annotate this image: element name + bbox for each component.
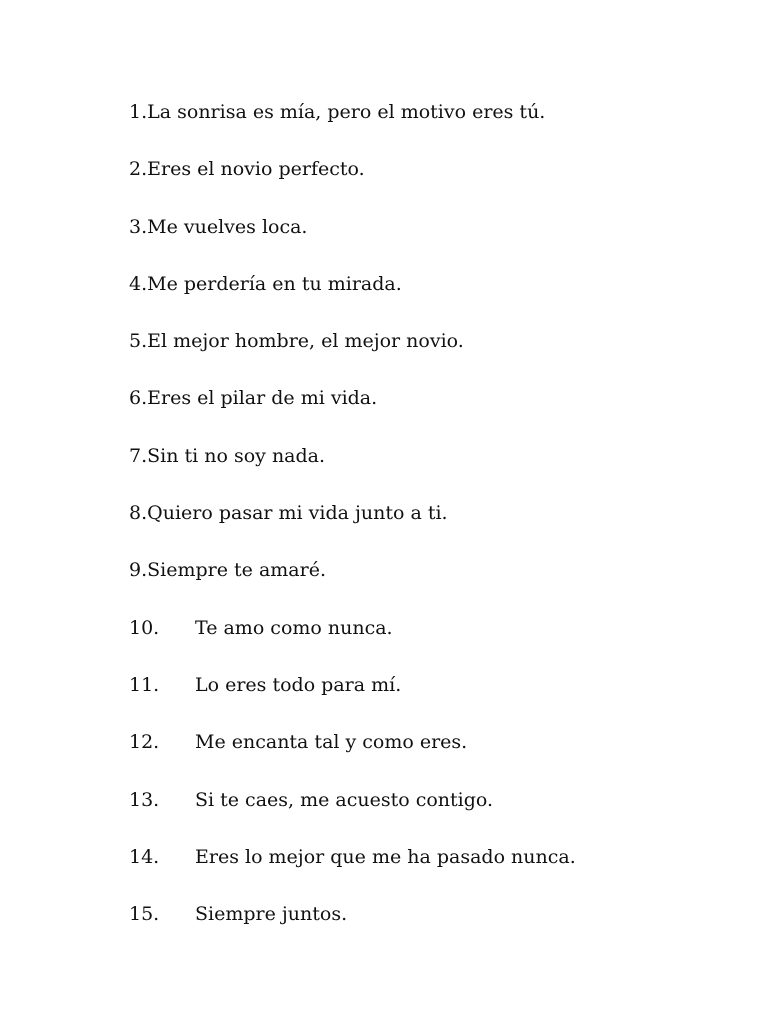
item-number: 2.: [129, 158, 148, 181]
item-number: 6.: [129, 387, 148, 410]
item-text: Siempre te amaré.: [147, 559, 326, 582]
item-number: 10.: [129, 616, 160, 639]
item-number: 11.: [129, 673, 160, 696]
list-item: [129, 270, 576, 327]
item-text: Lo eres todo para mí.: [195, 673, 402, 696]
list-item: [129, 900, 576, 957]
item-number: 8.: [129, 502, 148, 525]
item-text: Sin ti no soy nada.: [147, 444, 326, 467]
list-item: [129, 499, 576, 556]
list-item: [129, 442, 576, 499]
item-number: 7.: [129, 444, 148, 467]
list-item: [129, 614, 576, 671]
item-text: Siempre juntos.: [195, 903, 348, 926]
item-number: 5.: [129, 330, 148, 353]
list-item: [129, 843, 576, 900]
item-text: Me perdería en tu mirada.: [147, 272, 402, 295]
item-number: 4.: [129, 272, 148, 295]
numbered-list: [129, 98, 576, 957]
list-item: [129, 155, 576, 212]
list-item: [129, 786, 576, 843]
item-number: 9.: [129, 559, 148, 582]
list-item: [129, 98, 576, 155]
item-text: Eres el novio perfecto.: [147, 158, 365, 181]
item-text: El mejor hombre, el mejor novio.: [147, 330, 464, 353]
list-item: [129, 556, 576, 613]
item-number: 15.: [129, 903, 160, 926]
list-item: [129, 728, 576, 785]
list-item: [129, 213, 576, 270]
item-text: Me vuelves loca.: [147, 215, 308, 238]
item-text: Si te caes, me acuesto contigo.: [195, 788, 494, 811]
item-number: 1.: [129, 101, 148, 123]
item-text: Te amo como nunca.: [195, 616, 393, 639]
item-number: 3.: [129, 215, 148, 238]
item-number: 14.: [129, 845, 160, 868]
list-item: [129, 384, 576, 441]
list-item: [129, 671, 576, 728]
item-text: Quiero pasar mi vida junto a ti.: [147, 502, 448, 525]
item-number: 13.: [129, 788, 160, 811]
item-text: Eres el pilar de mi vida.: [147, 387, 378, 410]
item-text: La sonrisa es mía, pero el motivo eres tú.: [147, 101, 546, 123]
item-text: Eres lo mejor que me ha pasado nunca.: [195, 845, 576, 868]
list-item: [129, 327, 576, 384]
item-text: Me encanta tal y como eres.: [195, 731, 468, 754]
item-number: 12.: [129, 731, 160, 754]
